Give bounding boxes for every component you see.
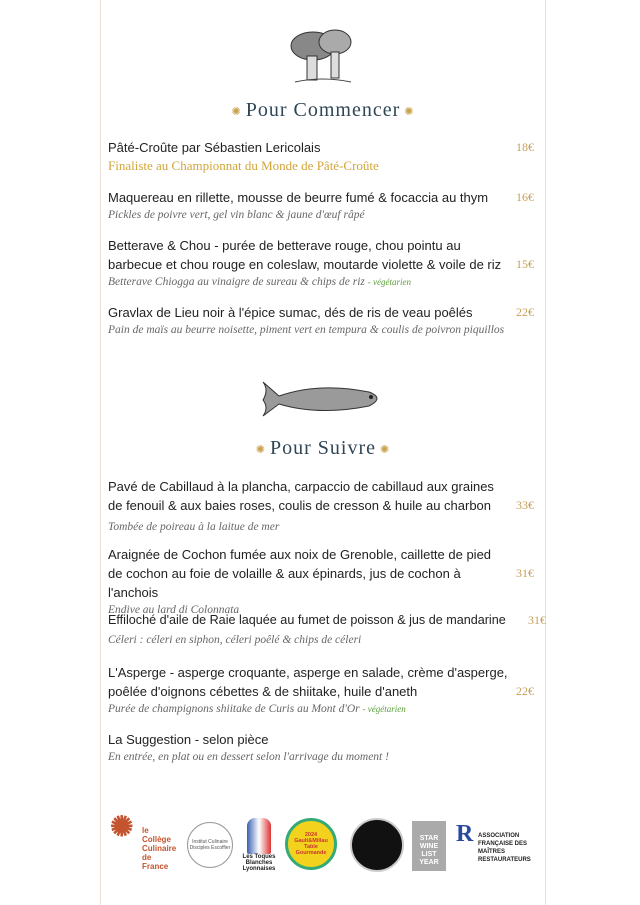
item-name: Gravlax de Lieu noir à l'épice sumac, dés de ris de veau poêlés (108, 305, 473, 320)
starburst-icon: ✺ (110, 811, 134, 842)
item-desc: Purée de champignons shiitake de Curis au Mont d'Or (108, 703, 360, 715)
menu-item (108, 611, 544, 648)
mushroom-illustration (287, 26, 357, 86)
item-price: 22€ (516, 305, 534, 319)
logo-text: ASSOCIATION FRANÇAISE DES MAÎTRES RESTAURATEURS (478, 833, 531, 863)
r-icon: R (456, 821, 474, 847)
item-name: La Suggestion - selon pièce (108, 732, 269, 747)
item-price: 16€ (516, 190, 534, 204)
section-title-text: Pour Commencer (245, 99, 401, 121)
item-price: 31€ (516, 566, 534, 580)
item-name: Betterave & Chou - purée de betterave rouge, chou pointu au barbecue et chou rouge en coleslaw, moutarde violette & voile de riz (108, 238, 502, 272)
section-title-text: Pour Suivre (270, 437, 376, 459)
item-name: Maquereau en rillette, mousse de beurre fumé & focaccia au thym (108, 190, 489, 205)
item-name: Pavé de Cabillaud à la plancha, carpaccio de cabillaud aux graines de fenouil & aux baies roses, coulis de cresson & huile au charbon (108, 479, 494, 513)
item-desc: En entrée, en plat ou en dessert selon l'arrivage du moment ! (108, 751, 389, 763)
logo-gault-millau (285, 818, 337, 870)
menu-item (108, 730, 544, 765)
logo-text: le Collège Culinaire de France (142, 826, 177, 871)
menu-item (108, 477, 544, 535)
logo-star-wine-list (412, 821, 446, 871)
logo-text: Institut Culinaire Disciples Escoffier (189, 839, 231, 851)
item-desc: Betterave Chiogga au vinaigre de sureau & chips de riz (108, 276, 365, 288)
logo-maitres-restaurateurs (456, 821, 546, 864)
fish-illustration (259, 380, 387, 420)
item-desc: Céleri : céleri en siphon, céleri poêlé & chips de céleri (108, 634, 362, 646)
item-name: Pâté-Croûte par Sébastien Lericolais (108, 140, 321, 155)
menu-item (108, 303, 544, 338)
item-name: L'Asperge - asperge croquante, asperge en salade, crème d'asperge, poêlée d'oignons cébettes & de shiitake, huile d'aneth (108, 665, 508, 699)
vegetarian-tag: - végétarien (367, 277, 412, 287)
item-price: 31€ (528, 613, 546, 627)
logo-text: STAR WINE LIST YEAR (419, 835, 439, 866)
item-desc: Tombée de poireau à la laitue de mer (108, 521, 280, 533)
menu-item (108, 236, 544, 290)
item-name: Effiloché d'aile de Raie laquée au fumet de poisson & jus de mandarine (108, 613, 506, 627)
section-title-pour-suivre: ✺ Pour Suivre ✺ (255, 437, 391, 459)
logo-college-culinaire (108, 811, 178, 871)
menu-card (100, 0, 546, 905)
section-title-pour-commencer: ✺ Pour Commencer ✺ (231, 99, 415, 121)
menu-item (108, 188, 544, 223)
logo-text: Les Toques Blanches Lyonnaises (242, 854, 276, 872)
item-price: 15€ (516, 257, 534, 271)
item-desc: Pain de maïs au beurre noisette, piment vert en tempura & coulis de poivron piquillos (108, 324, 505, 336)
menu-item (108, 545, 544, 618)
chef-icon (247, 818, 271, 854)
logo-text: 2024 Gault&Millau Table Gourmande (294, 832, 328, 856)
menu-item (108, 138, 544, 175)
vegetarian-tag: - végétarien (362, 704, 406, 714)
logo-toques-blanches (241, 818, 277, 878)
item-desc: Pickles de poivre vert, gel vin blanc & jaune d'œuf râpé (108, 209, 365, 221)
item-price: 33€ (516, 498, 534, 512)
item-price: 22€ (516, 684, 534, 698)
logo-tour-des-cartes (350, 818, 404, 872)
item-desc: Endive au lard di Colonnata (108, 604, 240, 616)
partner-logos (101, 811, 545, 878)
logo-institut-culinaire (187, 822, 233, 868)
item-price: 18€ (516, 140, 534, 154)
item-name: Araignée de Cochon fumée aux noix de Grenoble, caillette de pied de cochon au foie de volaille & aux épinards, jus de cochon à l'anchois (108, 547, 492, 600)
item-highlight: Finaliste au Championnat du Monde de Pâté-Croûte (108, 158, 379, 173)
menu-item (108, 663, 544, 717)
